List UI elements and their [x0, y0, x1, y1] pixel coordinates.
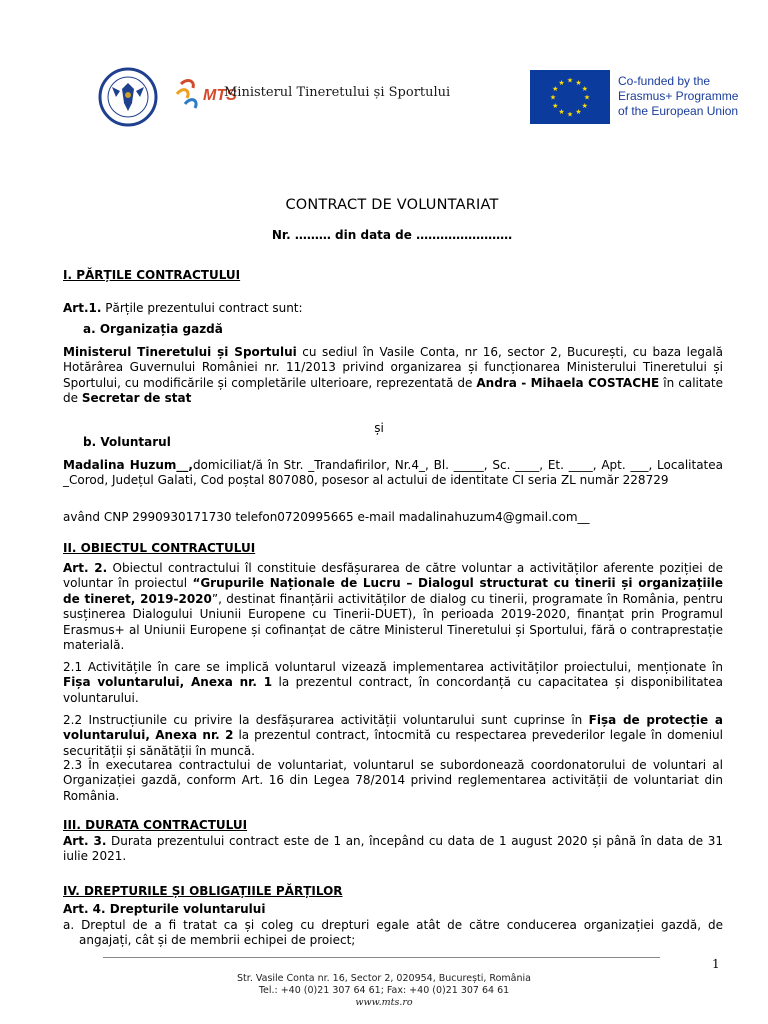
footer-address: Str. Vasile Conta nr. 16, Sector 2, 020954, București, România [237, 973, 531, 984]
org-representative: Andra - Mihaela COSTACHE [476, 375, 660, 390]
eu-star-icon: ★ [575, 108, 582, 117]
eu-star-icon: ★ [558, 108, 565, 117]
cofund-line-2: Erasmus+ Programme [618, 89, 739, 103]
paragraph-2-3: 2.3 În executarea contractului de voluntariat, voluntarul se subordonează coordonatorului de voluntari al Organizației gazdă, conform Art. 16 din Legea 78/2014 privind reglementarea activității de voluntariat din România. [63, 758, 723, 803]
document-title: CONTRACT DE VOLUNTARIAT [285, 197, 499, 213]
project-name: “Grupurile Naționale de Lucru – Dialogul structurat cu tinerii și organizațiile de tineret, 2019-2020 [63, 576, 724, 606]
article-4-heading: Art. 4. Drepturile voluntarului [63, 902, 266, 916]
art1-text: Părțile prezentului contract sunt: [101, 301, 303, 315]
cofunded-label [618, 74, 738, 119]
eu-flag-icon [530, 70, 610, 124]
org-role: Secretar de stat [81, 391, 192, 406]
host-org-paragraph [63, 345, 723, 407]
eu-star-icon: ★ [583, 93, 591, 102]
government-seal-icon [98, 67, 158, 127]
volunteer-details [63, 458, 723, 489]
cofund-line-1: Co-funded by the [618, 74, 711, 88]
p21-annex: Fișa voluntarului, Anexa nr. 1 [63, 675, 273, 690]
p22-text: 2.2 Instrucțiunile cu privire la desfășurarea activității voluntarului sunt cuprinse în [63, 713, 589, 727]
cofund-line-3: of the European Union [618, 104, 739, 118]
page-number: 1 [712, 957, 720, 971]
org-text-2: în calitate de [63, 375, 724, 406]
document-number: Nr. ……… din data de …………………… [271, 228, 513, 242]
art3-label: Art. 3. [63, 834, 107, 848]
org-text: cu sediul în Vasile Conta, nr 16, sector 2, București, cu baza legală Hotărârea Guvernului României nr. 11/2013 privind organizarea și funcționarea Ministerului Tineretului și Sportului, cu modificările și completările ulterioare, reprezentată de [63, 345, 724, 390]
volunteer-contact: având CNP 2990930171730 telefon0720995665 e-mail madalinahuzum4@gmail.com__ [63, 510, 590, 524]
article-4-item-a: a. Dreptul de a fi tratat ca și coleg cu drepturi egale atât de către conducerea organizației gazdă, de angajați, cât și de membrii echipei de proiect; [63, 918, 723, 948]
p21-text: 2.1 Activitățile în care se implică voluntarul vizează implementarea activităților proiectului, menționate în [63, 660, 723, 674]
eu-star-icon: ★ [566, 76, 574, 85]
footer-divider [103, 957, 660, 958]
section-heading-parties: I. PĂRȚILE CONTRACTULUI [63, 268, 241, 282]
host-org-heading: a. Organizația gazdă [83, 322, 223, 336]
article-1 [63, 301, 723, 316]
art3-text: Durata prezentului contract este de 1 an, începând cu data de 1 august 2020 și până în data de 31 iulie 2021. [63, 834, 724, 864]
svg-text:MTS: MTS [203, 87, 237, 104]
section-heading-duration: III. DURATA CONTRACTULUI [63, 818, 248, 832]
p22-text-2: la prezentul contract, întocmită cu respectarea prevederilor legale în domeniul securității și sănătății în muncă. [63, 728, 724, 758]
art2-text-2: ”, destinat finanțării activităților de dialog cu tinerii, programate în România, pentru susținerea Dialogului Uniunii Europene cu Tinerii-DUET), în perioada 2019-2020, finanțat prin Programul Erasmus+ al Uniunii Europene și cofinanțat de către Ministerul Tineretului și Sportului, fără o contraprestație materială. [63, 591, 723, 653]
eu-star-icon: ★ [575, 78, 582, 87]
volunteer-heading: b. Voluntarul [83, 435, 171, 449]
article-3 [63, 834, 723, 865]
footer [0, 973, 768, 1009]
art2-text: Obiectul contractului îl constituie desfășurarea de către voluntar a activităților aferente poziției de voluntar în proiectul [63, 561, 723, 591]
paragraph-2-2 [63, 713, 723, 759]
ministry-name: Ministerul Tineretului și Sportului [224, 85, 451, 100]
p21-text-2: la prezentul contract, în concordanță cu capacitatea și disponibilitatea voluntarului. [63, 675, 723, 705]
section-heading-object: II. OBIECTUL CONTRACTULUI [63, 541, 256, 555]
eu-star-icon: ★ [552, 102, 559, 110]
eu-star-icon: ★ [558, 78, 565, 87]
eu-star-icon: ★ [566, 110, 574, 119]
eu-star-icon: ★ [552, 85, 559, 93]
paragraph-2-1 [63, 660, 723, 706]
org-name: Ministerul Tineretului și Sportului [63, 345, 297, 359]
eu-star-icon: ★ [581, 85, 588, 93]
letterhead [78, 50, 739, 130]
eu-star-icon: ★ [581, 102, 588, 110]
art1-label: Art.1. [63, 301, 102, 315]
footer-phone: Tel.: +40 (0)21 307 64 61; Fax: +40 (0)21 307 64 61 [258, 985, 510, 996]
art2-label: Art. 2. [63, 561, 108, 575]
section-heading-rights: IV. DREPTURILE ȘI OBLIGAȚIILE PĂRȚILOR [63, 884, 343, 898]
eu-star-icon: ★ [549, 93, 557, 102]
and-separator: și [374, 421, 384, 435]
article-2 [63, 561, 723, 653]
volunteer-name: Madalina Huzum__, [63, 458, 193, 472]
footer-website: www.mts.ro [355, 997, 413, 1008]
volunteer-address: domiciliat/ă în Str. _Trandafirilor, Nr.4_, Bl. _____, Sc. ____, Et. ____, Apt. ___, Localitatea _Corod, Județul Galati, Cod poștal 807080, posesor al actului de identitate CI seria ZL număr 228729 [63, 458, 723, 488]
p22-annex: Fișa de protecție a voluntarului, Anexa nr. 2 [63, 713, 723, 743]
